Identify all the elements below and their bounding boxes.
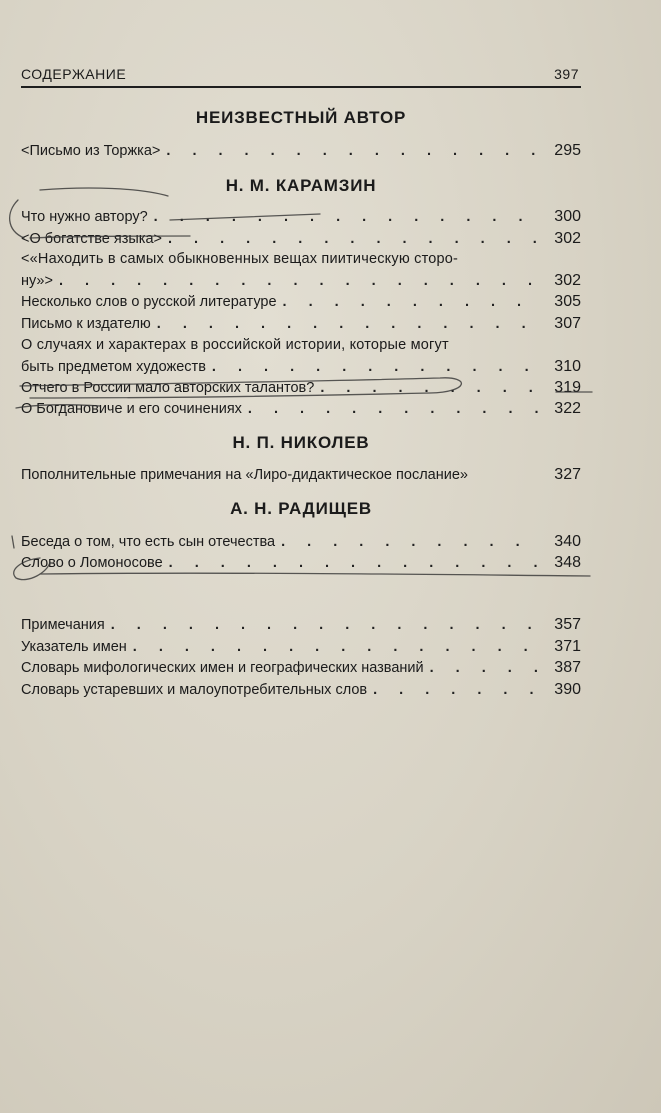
- toc-entry-title: <Письмо из Торжка>: [21, 143, 161, 159]
- leader-dots: [111, 614, 541, 636]
- toc-entry-page: 322: [554, 400, 581, 417]
- leader-dots: [133, 636, 541, 658]
- leader-dots: [154, 206, 541, 228]
- toc-entry-first-line: О случаях и характерах в российской истории, которые могут: [21, 337, 449, 353]
- toc-entry-title: Пополнительные примечания на «Лиро-дидактическое послание»: [21, 467, 468, 483]
- toc-entry-title: Примечания: [21, 617, 105, 633]
- toc-entry-title: Указатель имен: [21, 639, 127, 655]
- toc-entry-page: 390: [554, 681, 581, 698]
- toc-entry-title: Беседа о том, что есть сын отечества: [21, 534, 276, 550]
- leader-dots: [168, 228, 541, 250]
- section-heading-radishchev: А. Н. РАДИЩЕВ: [230, 499, 372, 518]
- toc-entry-page: 310: [554, 358, 581, 375]
- toc-entry: [21, 291, 581, 313]
- toc-entry: [21, 398, 581, 420]
- toc-entry: [21, 356, 581, 378]
- toc-entry-title: Отчего в России мало авторских талантов?: [21, 380, 315, 396]
- toc-entry-page: 327: [554, 466, 581, 483]
- toc-entry-first-line: <«Находить в самых обыкновенных вещах пиитическую сторо-: [21, 251, 459, 267]
- section-heading-unknown-author: НЕИЗВЕСТНЫЙ АВТОР: [195, 108, 407, 127]
- toc-entry-title: О Богдановиче и его сочинениях: [21, 401, 242, 417]
- running-header: [21, 64, 581, 88]
- toc-entry-page: 357: [554, 616, 581, 633]
- toc-entry-page: 319: [554, 379, 581, 396]
- toc-entry: [21, 377, 581, 399]
- toc-entry: [21, 552, 581, 574]
- toc-entry-title: <О богатстве языка>: [21, 231, 162, 247]
- toc-entry: [21, 140, 581, 162]
- toc-entry: [21, 313, 581, 335]
- running-header-title: СОДЕРЖАНИЕ: [21, 66, 127, 82]
- leader-dots: [169, 552, 541, 574]
- pencil-tick-left: [12, 536, 14, 548]
- toc-entry-page: 387: [554, 659, 581, 676]
- leader-dots: [430, 657, 541, 679]
- leader-dots: [283, 291, 541, 313]
- toc-entry-page: 371: [554, 638, 581, 655]
- toc-entry-title: ну»>: [21, 273, 53, 289]
- leader-dots: [320, 377, 541, 399]
- toc-entry-page: 302: [554, 230, 581, 247]
- toc-entry-title: Что нужно автору?: [21, 209, 148, 225]
- toc-entry: [21, 679, 581, 701]
- leader-dots: [281, 531, 541, 553]
- toc-entry: [21, 614, 581, 636]
- section-heading-karamzin: Н. М. КАРАМЗИН: [225, 176, 377, 195]
- toc-entry: [21, 657, 581, 679]
- toc-entry-title: Слово о Ломоносове: [21, 555, 163, 571]
- toc-entry-title: Несколько слов о русской литературе: [21, 294, 277, 310]
- toc-entry: [21, 270, 581, 292]
- toc-entry-page: 340: [554, 533, 581, 550]
- leader-dots: [59, 270, 541, 292]
- toc-entry-title: Словарь мифологических имен и географических названий: [21, 660, 424, 676]
- leader-dots: [373, 679, 541, 701]
- leader-dots: [212, 356, 541, 378]
- toc-entry-title: быть предметом художеств: [21, 359, 206, 375]
- toc-entry: [21, 206, 581, 228]
- leader-dots: [248, 398, 541, 420]
- toc-entry-title: Словарь устаревших и малоупотребительных слов: [21, 682, 368, 698]
- toc-entry-page: 348: [554, 554, 581, 571]
- toc-entry-page: 307: [554, 315, 581, 332]
- toc-entry: [21, 636, 581, 658]
- leader-dots: [166, 140, 541, 162]
- toc-entry-page: 295: [554, 142, 581, 159]
- toc-entry-title: Письмо к издателю: [21, 316, 151, 332]
- running-header-page-number: 397: [554, 66, 579, 82]
- toc-entry: [21, 228, 581, 250]
- toc-entry: [21, 531, 581, 553]
- toc-entry-page: 305: [554, 293, 581, 310]
- toc-entry-page: 302: [554, 272, 581, 289]
- toc-entry-page: 300: [554, 208, 581, 225]
- section-heading-nikolev: Н. П. НИКОЛЕВ: [232, 433, 370, 452]
- leader-dots: [157, 313, 541, 335]
- toc-entry: [21, 464, 581, 486]
